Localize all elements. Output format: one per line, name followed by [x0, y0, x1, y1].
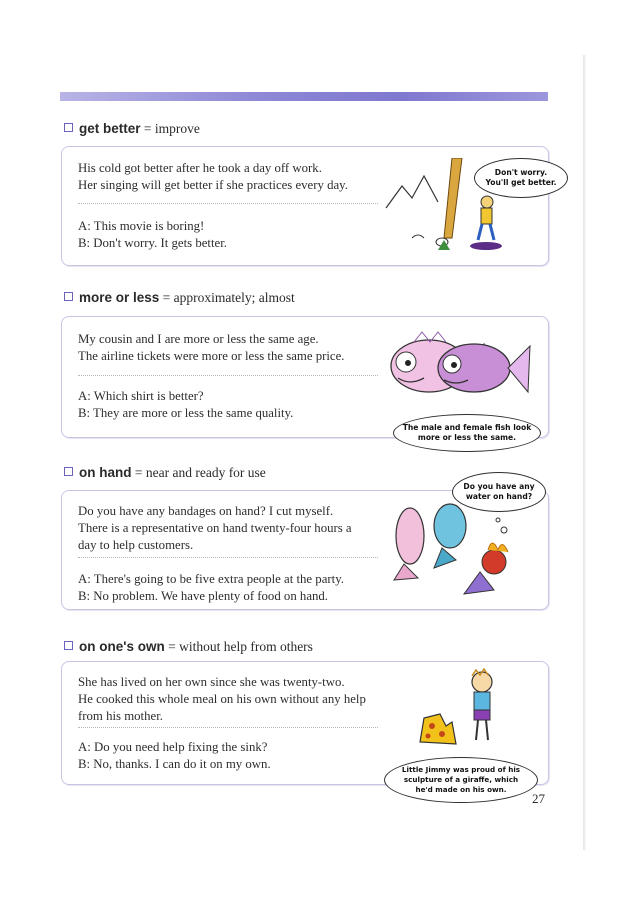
- dialogue: [78, 571, 344, 605]
- bubble-text: Do you have any: [463, 482, 535, 491]
- boy-with-sculpture-illustration: [412, 668, 502, 760]
- page-number: 27: [532, 791, 545, 806]
- bubble-text: The male and female fish look: [402, 423, 532, 432]
- checkbox-icon: [64, 641, 73, 650]
- idiom-definition: = approximately; almost: [162, 290, 295, 305]
- example-sentences: [78, 160, 348, 194]
- bubble-text: sculpture of a giraffe, which: [403, 775, 519, 784]
- bubble-text: Little Jimmy was proud of his: [401, 765, 521, 774]
- speech-bubble: [452, 472, 546, 512]
- sentence: She has lived on her own since she was twenty-two.: [78, 675, 345, 689]
- example-sentences: [78, 674, 366, 725]
- separator: [78, 557, 378, 558]
- dialogue-line: A: Which shirt is better?: [78, 389, 204, 403]
- sentence: day to help customers.: [78, 538, 194, 552]
- idiom-definition: = near and ready for use: [134, 465, 266, 480]
- sentence: There is a representative on hand twenty-four hours a: [78, 521, 352, 535]
- bubble-text: You'll get better.: [485, 178, 557, 187]
- section-heading-on-hand: [64, 465, 266, 481]
- speech-bubble: [474, 158, 568, 198]
- sentence: Do you have any bandages on hand? I cut myself.: [78, 504, 334, 518]
- section-heading-on-ones-own: [64, 639, 313, 655]
- dialogue-line: A: There's going to be five extra people at the party.: [78, 572, 344, 586]
- sentence: Her singing will get better if she practices every day.: [78, 178, 348, 192]
- example-sentences: [78, 331, 345, 365]
- section-heading-get-better: [64, 121, 200, 137]
- dialogue: [78, 739, 271, 773]
- dialogue-line: A: Do you need help fixing the sink?: [78, 740, 268, 754]
- fish-illustration: [384, 326, 534, 406]
- section-heading-more-or-less: [64, 290, 295, 306]
- idiom-definition: = without help from others: [168, 639, 313, 654]
- idiom-term: more or less: [79, 290, 160, 305]
- checkbox-icon: [64, 292, 73, 301]
- page-edge: [583, 55, 586, 850]
- dialogue-line: B: They are more or less the same quality.: [78, 406, 294, 420]
- dialogue-line: B: Don't worry. It gets better.: [78, 236, 227, 250]
- separator: [78, 375, 378, 376]
- dialogue: [78, 388, 293, 422]
- separator: [78, 203, 378, 204]
- dialogue-line: B: No problem. We have plenty of food on hand.: [78, 589, 329, 603]
- example-sentences: [78, 503, 352, 554]
- checkbox-icon: [64, 123, 73, 132]
- bubble-text: more or less the same.: [417, 433, 517, 442]
- sentence: The airline tickets were more or less the same price.: [78, 349, 345, 363]
- sentence: He cooked this whole meal on his own without any help: [78, 692, 366, 706]
- dialogue-line: A: This movie is boring!: [78, 219, 205, 233]
- sentence: from his mother.: [78, 709, 163, 723]
- idiom-term: get better: [79, 121, 141, 136]
- separator: [78, 727, 378, 728]
- sentence: His cold got better after he took a day off work.: [78, 161, 322, 175]
- idiom-term: on hand: [79, 465, 132, 480]
- speech-bubble: [384, 757, 538, 803]
- bubble-text: Don't worry.: [494, 168, 548, 177]
- sentence: My cousin and I are more or less the same age.: [78, 332, 319, 346]
- dialogue-line: B: No, thanks. I can do it on my own.: [78, 757, 271, 771]
- fish-friends-illustration: [384, 496, 524, 608]
- idiom-definition: = improve: [143, 121, 200, 136]
- bubble-text: he'd made on his own.: [415, 785, 507, 794]
- speech-bubble: [393, 414, 541, 452]
- checkbox-icon: [64, 467, 73, 476]
- idiom-term: on one's own: [79, 639, 165, 654]
- dialogue: [78, 218, 227, 252]
- bubble-text: water on hand?: [465, 492, 533, 501]
- header-color-bar: [60, 92, 548, 101]
